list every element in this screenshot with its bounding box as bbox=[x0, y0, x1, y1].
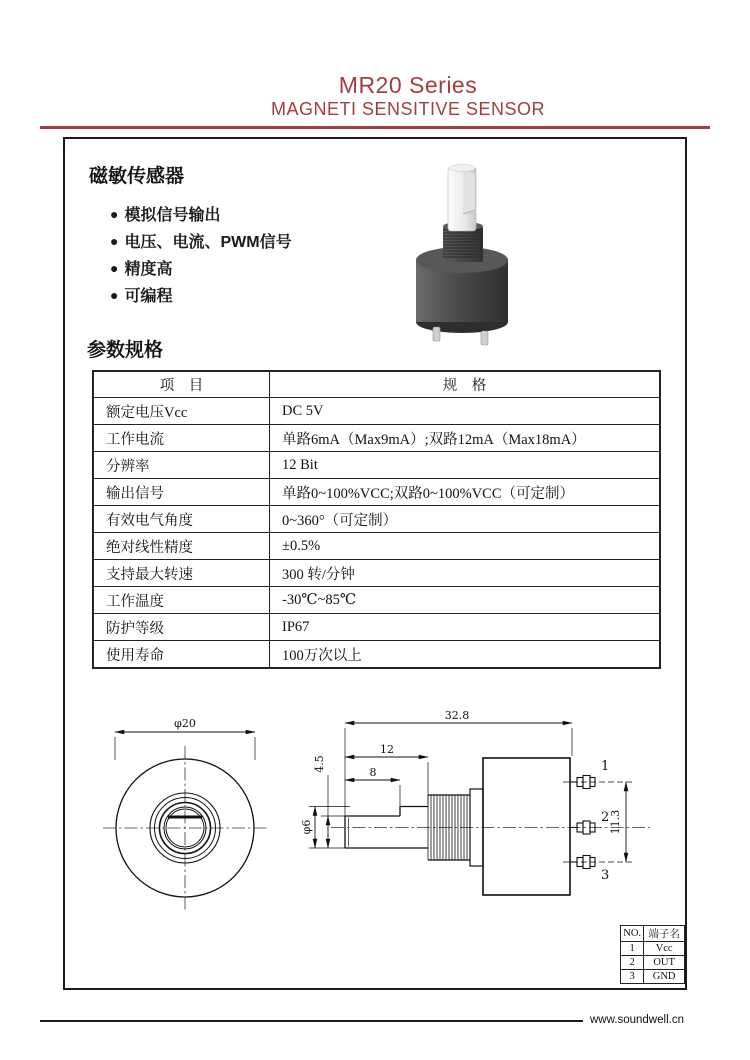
spec-item: 工作电流 bbox=[93, 425, 270, 452]
table-row bbox=[93, 614, 660, 641]
spec-value: DC 5V bbox=[270, 398, 661, 425]
page-title: MR20 Series bbox=[338, 72, 478, 98]
terminal-no: 1 bbox=[621, 942, 644, 956]
spec-header-row bbox=[93, 371, 660, 398]
feature-item bbox=[110, 202, 292, 229]
spec-value: 300 转/分钟 bbox=[270, 560, 661, 587]
table-row bbox=[93, 479, 660, 506]
table-row bbox=[93, 587, 660, 614]
front-view bbox=[103, 732, 267, 910]
spec-table bbox=[92, 370, 661, 669]
spec-item: 输出信号 bbox=[93, 479, 270, 506]
content-box bbox=[63, 137, 687, 990]
dim-shaft-diameter: φ6 bbox=[300, 819, 313, 835]
dim-shaft-length: 12 bbox=[380, 743, 394, 756]
dim-front-diameter: φ20 bbox=[174, 717, 196, 730]
pin-label-2: 2 bbox=[601, 810, 610, 825]
feature-list bbox=[110, 202, 292, 310]
table-row bbox=[93, 560, 660, 587]
spec-value: IP67 bbox=[270, 614, 661, 641]
feature-label: 电压、电流、PWM信号 bbox=[124, 234, 292, 251]
product-heading: 磁敏传感器 bbox=[89, 166, 185, 187]
page-subtitle: MAGNETI SENSITIVE SENSOR bbox=[270, 99, 546, 119]
bullet-icon: ● bbox=[110, 260, 119, 276]
table-row bbox=[93, 533, 660, 560]
product-photo bbox=[395, 157, 595, 347]
table-row bbox=[621, 956, 685, 970]
spec-value: 单路6mA（Max9mA）;双路12mA（Max18mA） bbox=[270, 425, 661, 452]
table-row bbox=[93, 452, 660, 479]
spec-value: ±0.5% bbox=[270, 533, 661, 560]
table-row bbox=[93, 398, 660, 425]
table-row bbox=[621, 970, 685, 984]
bullet-icon: ● bbox=[110, 287, 119, 303]
specs-heading: 参数规格 bbox=[87, 340, 164, 361]
feature-label: 模拟信号输出 bbox=[124, 207, 221, 224]
spec-value: 100万次以上 bbox=[270, 641, 661, 669]
spec-value: 单路0~100%VCC;双路0~100%VCC（可定制） bbox=[270, 479, 661, 506]
terminal-name: GND bbox=[644, 970, 685, 984]
feature-label: 精度高 bbox=[124, 261, 173, 278]
dim-flat-height: 4.5 bbox=[313, 755, 326, 773]
terminal-col-no: NO. bbox=[621, 926, 644, 942]
terminal-table bbox=[620, 925, 685, 984]
terminal-col-name: 端子名 bbox=[644, 926, 685, 942]
feature-label: 可编程 bbox=[124, 288, 173, 305]
bullet-icon: ● bbox=[110, 206, 119, 222]
dim-pin-span: 11.3 bbox=[609, 809, 622, 835]
table-row bbox=[621, 942, 685, 956]
pin-label-3: 3 bbox=[601, 868, 610, 883]
spec-item: 额定电压Vcc bbox=[93, 398, 270, 425]
dim-overall-length: 32.8 bbox=[444, 709, 470, 722]
spec-col-spec: 规 格 bbox=[270, 371, 661, 398]
table-row bbox=[93, 641, 660, 669]
spec-col-item: 项 目 bbox=[93, 371, 270, 398]
spec-item: 分辨率 bbox=[93, 452, 270, 479]
dimension-drawing bbox=[65, 680, 685, 925]
spec-item: 有效电气角度 bbox=[93, 506, 270, 533]
terminal-header-row bbox=[621, 926, 685, 942]
footer-website: www.soundwell.cn bbox=[590, 1014, 684, 1026]
table-row bbox=[93, 425, 660, 452]
spec-value: -30℃~85℃ bbox=[270, 587, 661, 614]
feature-item bbox=[110, 229, 292, 256]
spec-item: 支持最大转速 bbox=[93, 560, 270, 587]
spec-item: 防护等级 bbox=[93, 614, 270, 641]
footer-rule bbox=[40, 1020, 583, 1022]
spec-value: 0~360°（可定制） bbox=[270, 506, 661, 533]
header-rule bbox=[40, 126, 710, 129]
bullet-icon: ● bbox=[110, 233, 119, 249]
terminal-no: 3 bbox=[621, 970, 644, 984]
feature-item bbox=[110, 283, 292, 310]
pin-label-1: 1 bbox=[601, 759, 610, 774]
spec-value: 12 Bit bbox=[270, 452, 661, 479]
feature-item bbox=[110, 256, 292, 283]
terminal-name: Vcc bbox=[644, 942, 685, 956]
table-row bbox=[93, 506, 660, 533]
side-view bbox=[309, 723, 650, 895]
terminal-name: OUT bbox=[644, 956, 685, 970]
spec-item: 绝对线性精度 bbox=[93, 533, 270, 560]
dim-flat-length: 8 bbox=[369, 766, 377, 779]
spec-item: 使用寿命 bbox=[93, 641, 270, 669]
spec-item: 工作温度 bbox=[93, 587, 270, 614]
terminal-no: 2 bbox=[621, 956, 644, 970]
